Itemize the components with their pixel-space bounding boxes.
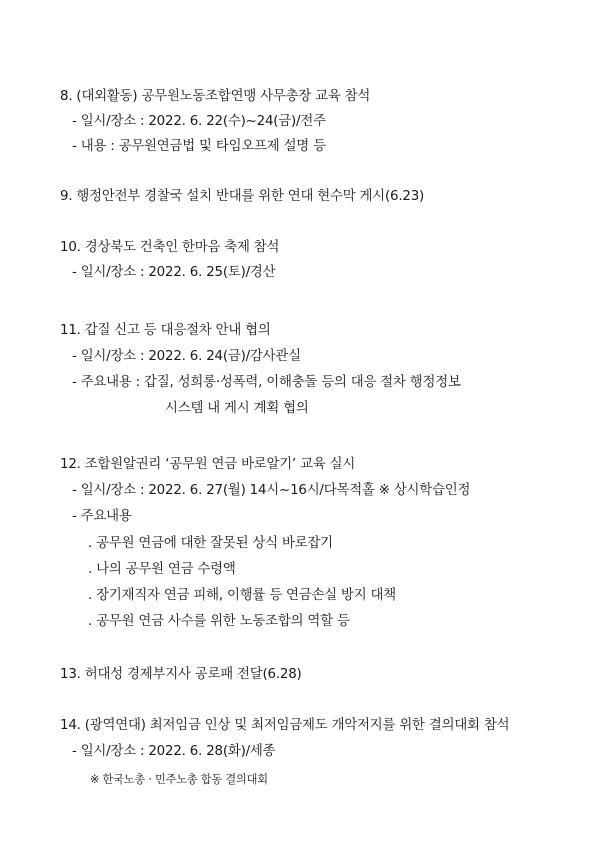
item-14-note: ※ 한국노총 · 민주노총 합동 결의대회 [90,773,268,786]
item-9-heading: 9. 행정안전부 경찰국 설치 반대를 위한 연대 현수막 게시(6.23) [60,189,425,204]
item-11-schedule: - 일시/장소 : 2022. 6. 24(금)/감사관실 [72,349,301,364]
item-8-heading: 8. (대외활동) 공무원노동조합연맹 사무총장 교육 참석 [60,89,371,104]
item-11-content-cont: 시스템 내 게시 계획 협의 [165,401,309,416]
item-12-bullet-1: . 공무원 연금에 대한 잘못된 상식 바로잡기 [88,536,333,551]
item-8-content: - 내용 : 공무원연금법 및 타임오프제 설명 등 [72,139,326,154]
item-12-content-label: - 주요내용 [72,509,132,524]
item-10-heading: 10. 경상북도 건축인 한마음 축제 참석 [60,240,280,255]
item-11-content: - 주요내용 : 갑질, 성희롱·성폭력, 이해충돌 등의 대응 절차 행정정보 [72,375,461,390]
item-12-schedule: - 일시/장소 : 2022. 6. 27(월) 14시~16시/다목적홀 ※ 상시학습인정 [72,483,471,498]
item-12-bullet-2: . 나의 공무원 연금 수령액 [88,562,236,577]
item-10-schedule: - 일시/장소 : 2022. 6. 25(토)/경산 [72,265,276,280]
item-12-bullet-3: . 장기재직자 연금 피해, 이행률 등 연금손실 방지 대책 [88,588,397,603]
item-11-heading: 11. 갑질 신고 등 대응절차 안내 협의 [60,323,271,338]
item-14-schedule: - 일시/장소 : 2022. 6. 28(화)/세종 [72,744,276,759]
item-14-heading: 14. (광역연대) 최저임금 인상 및 최저임금제도 개악저지를 위한 결의대회 참석 [60,718,510,733]
item-12-bullet-4: . 공무원 연금 사수를 위한 노동조합의 역할 등 [88,614,350,629]
item-13-heading: 13. 허대성 경제부지사 공로패 전달(6.28) [60,667,302,682]
item-12-heading: 12. 조합원알권리 ‘공무원 연금 바로알기’ 교육 실시 [60,457,356,472]
item-8-schedule: - 일시/장소 : 2022. 6. 22(수)~24(금)/전주 [72,114,326,129]
